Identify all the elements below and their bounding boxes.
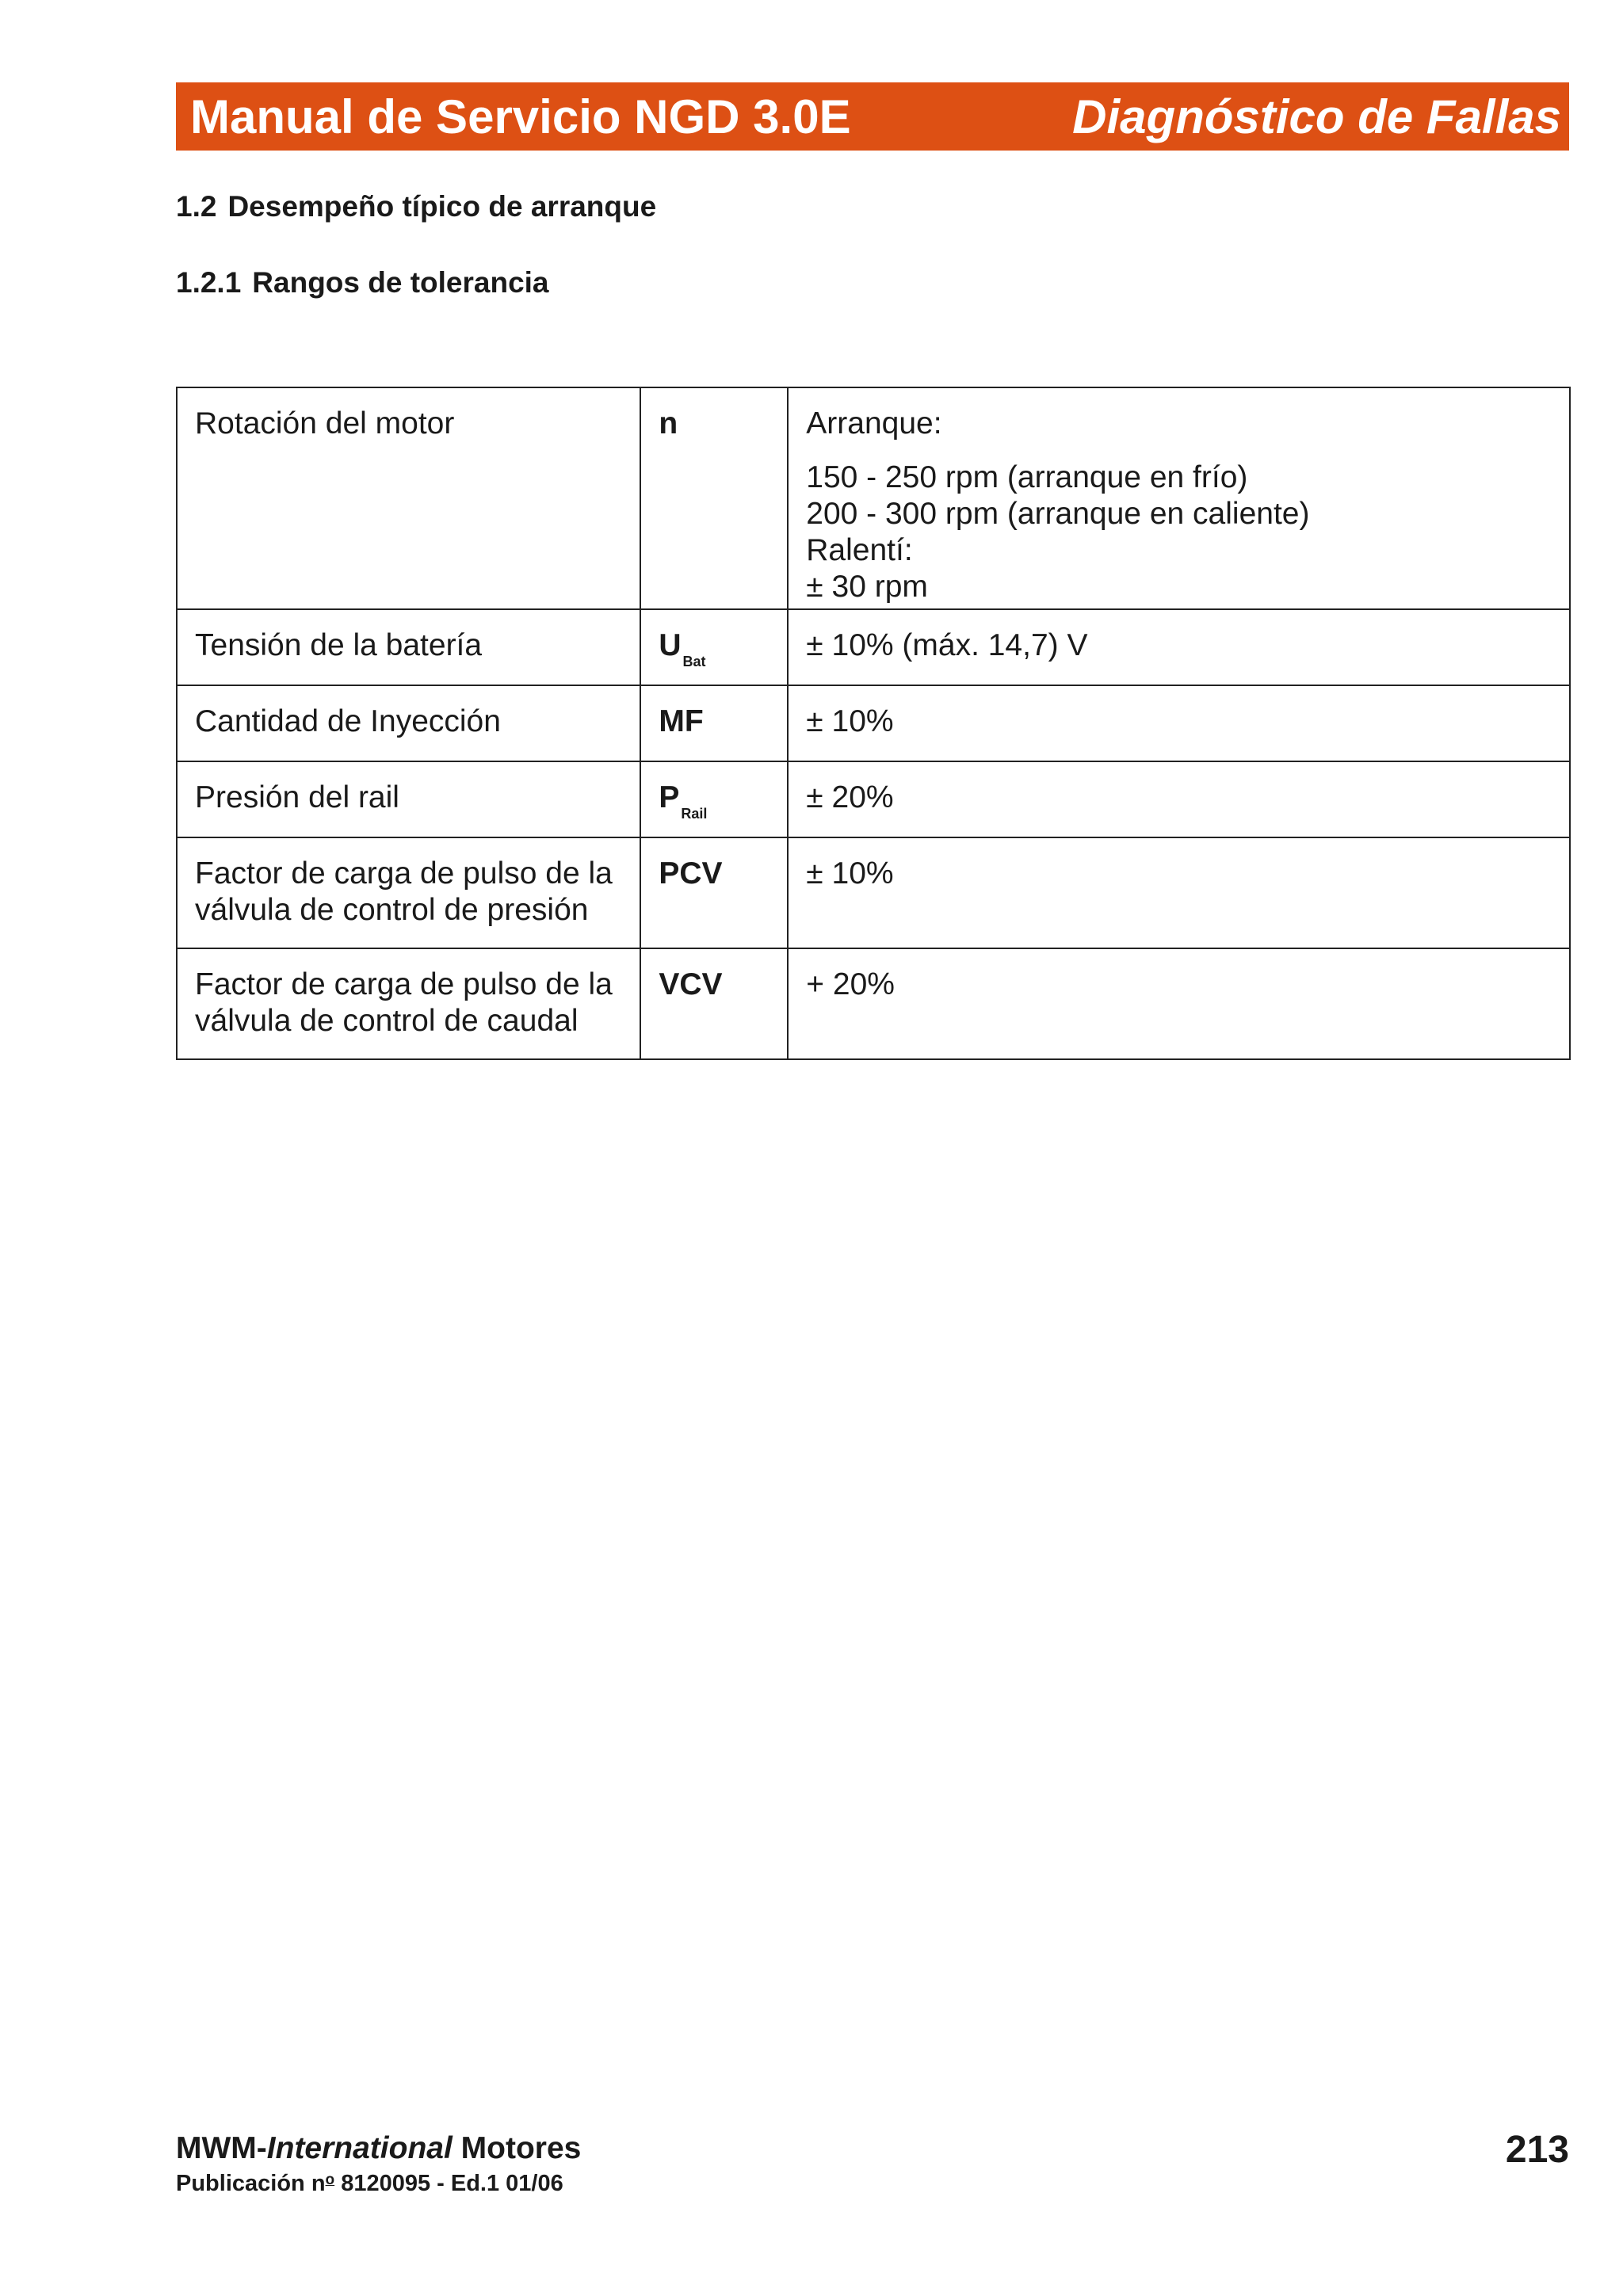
parameter-name-cell (177, 761, 640, 837)
parameter-name: Cantidad de Inyección (195, 704, 501, 738)
brand-suffix: Motores (452, 2131, 582, 2165)
tolerance-line: ± 10% (806, 704, 894, 738)
parameter-name-cell (177, 387, 640, 609)
manual-title: Manual de Servicio NGD 3.0E (190, 90, 851, 143)
tolerance-line: 150 - 250 rpm (arranque en frío) (806, 460, 1248, 494)
header-bar (176, 82, 1569, 151)
symbol-cell (640, 609, 788, 685)
parameter-symbol: n (659, 406, 678, 441)
tolerance-cell (788, 948, 1570, 1059)
parameter-name-line: Factor de carga de pulso de la (195, 856, 613, 891)
table-row (177, 387, 1570, 609)
tolerance-line: ± 20% (806, 780, 894, 814)
parameter-name-cell (177, 685, 640, 761)
tolerance-cell (788, 685, 1570, 761)
tolerance-cell (788, 387, 1570, 609)
symbol-cell (640, 837, 788, 948)
parameter-symbol: PCV (659, 856, 723, 891)
tolerance-line: Arranque: (806, 406, 942, 441)
parameter-name-line: válvula de control de caudal (195, 1004, 579, 1038)
parameter-symbol: MF (659, 704, 704, 738)
footer-brand (176, 2131, 581, 2166)
tolerance-cell (788, 609, 1570, 685)
table-row (177, 685, 1570, 761)
symbol-cell (640, 387, 788, 609)
section-number: 1.2 (176, 190, 217, 223)
publication-info (176, 2171, 563, 2197)
symbol-cell (640, 948, 788, 1059)
section-heading-1-2 (176, 190, 656, 223)
brand-prefix: MWM- (176, 2131, 267, 2165)
section-heading-1-2-1 (176, 266, 549, 299)
page-number: 213 (1505, 2129, 1569, 2171)
publication-suffix: 8120095 - Ed.1 01/06 (334, 2171, 563, 2196)
table-row (177, 837, 1570, 948)
parameter-name: Tensión de la batería (195, 628, 483, 662)
parameter-name-cell (177, 948, 640, 1059)
parameter-symbol: U (659, 628, 682, 662)
parameter-symbol: P (659, 780, 680, 814)
section-title: Desempeño típico de arranque (227, 190, 657, 223)
parameter-name-cell (177, 609, 640, 685)
symbol-subscript: Bat (682, 654, 706, 669)
parameter-symbol: VCV (659, 967, 723, 1001)
tolerance-line: 200 - 300 rpm (arranque en caliente) (806, 497, 1310, 531)
publication-ordinal: o (325, 2172, 335, 2188)
tolerance-line: Ralentí: (806, 533, 913, 567)
brand-italic: International (266, 2131, 453, 2165)
parameter-name: Rotación del motor (195, 406, 455, 441)
tolerance-table (176, 387, 1571, 1060)
publication-prefix: Publicación n (176, 2171, 326, 2196)
tolerance-line: ± 10% (806, 856, 894, 891)
parameter-name-line: válvula de control de presión (195, 893, 589, 927)
table-row (177, 609, 1570, 685)
parameter-name-cell (177, 837, 640, 948)
tolerance-line: ± 30 rpm (806, 570, 928, 604)
subsection-number: 1.2.1 (176, 266, 242, 299)
tolerance-cell (788, 837, 1570, 948)
tolerance-line: + 20% (806, 967, 895, 1001)
chapter-title: Diagnóstico de Fallas (1072, 90, 1561, 143)
table-row (177, 948, 1570, 1059)
tolerance-line: ± 10% (máx. 14,7) V (806, 628, 1088, 662)
subsection-title: Rangos de tolerancia (252, 266, 549, 299)
table-row (177, 761, 1570, 837)
parameter-name-line: Factor de carga de pulso de la (195, 967, 613, 1001)
parameter-name: Presión del rail (195, 780, 399, 814)
symbol-subscript: Rail (681, 806, 708, 822)
symbol-cell (640, 685, 788, 761)
symbol-cell (640, 761, 788, 837)
tolerance-cell (788, 761, 1570, 837)
